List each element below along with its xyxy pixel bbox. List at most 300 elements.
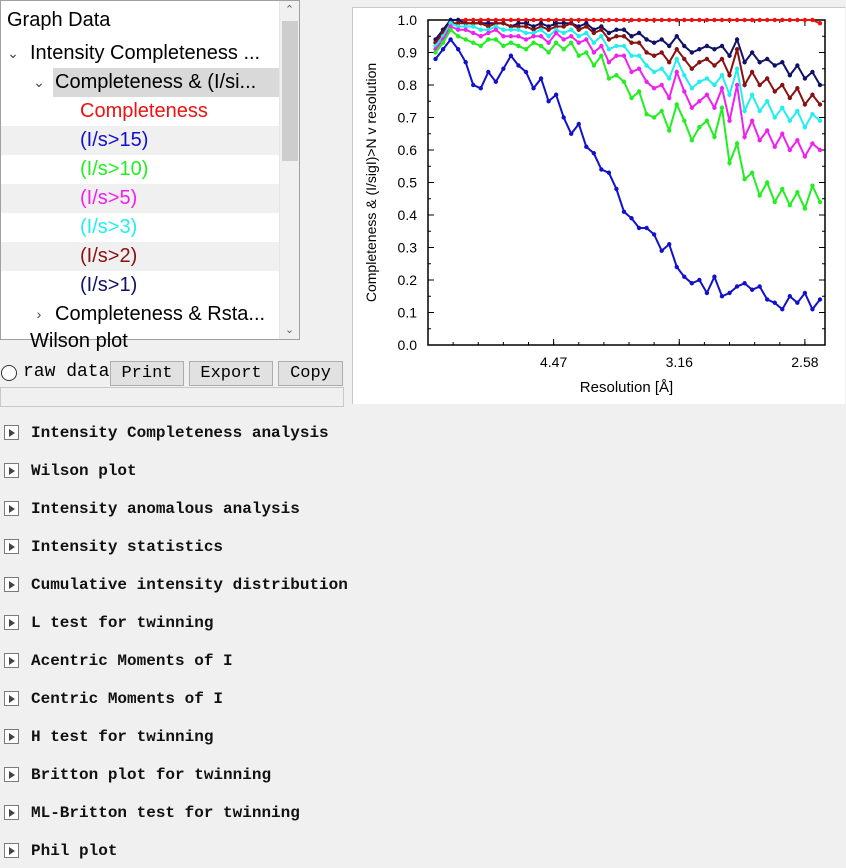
data-point	[742, 60, 746, 64]
data-point	[456, 28, 460, 32]
data-point	[471, 83, 475, 87]
raw-data-radio[interactable]	[1, 365, 17, 381]
tree-root-label[interactable]	[7, 6, 277, 35]
section-item[interactable]	[4, 459, 504, 483]
data-point	[509, 28, 513, 32]
tree-item[interactable]	[1, 184, 279, 213]
data-point	[652, 70, 656, 74]
tree-item[interactable]	[1, 155, 279, 184]
data-point	[727, 291, 731, 295]
data-point	[479, 86, 483, 90]
data-point	[584, 50, 588, 54]
data-point	[584, 37, 588, 41]
data-point	[788, 203, 792, 207]
data-point	[479, 28, 483, 32]
data-point	[795, 18, 799, 22]
tree-item[interactable]	[1, 97, 279, 126]
chevron-up-icon[interactable]: ⌃	[284, 4, 295, 16]
data-point	[524, 70, 528, 74]
data-point	[667, 76, 671, 80]
expand-arrow-icon[interactable]	[4, 501, 19, 516]
data-point	[516, 34, 520, 38]
section-item[interactable]	[4, 421, 504, 445]
section-label: H test for twinning	[31, 728, 214, 746]
y-tick-label: 0.0	[397, 337, 417, 353]
copy-button[interactable]: Copy	[278, 361, 343, 386]
data-point	[486, 31, 490, 35]
data-point	[659, 83, 663, 87]
data-point	[690, 86, 694, 90]
data-point	[705, 57, 709, 61]
data-point	[531, 41, 535, 45]
data-point	[682, 275, 686, 279]
data-point	[675, 265, 679, 269]
data-point	[697, 18, 701, 22]
data-point	[803, 102, 807, 106]
data-point	[727, 119, 731, 123]
tree-root-text: Graph Data	[7, 9, 111, 31]
data-point	[690, 67, 694, 71]
data-point	[682, 89, 686, 93]
data-point	[773, 200, 777, 204]
data-point	[599, 28, 603, 32]
data-point	[659, 249, 663, 253]
data-point	[735, 83, 739, 87]
data-point	[690, 106, 694, 110]
tree-item-label: (I/s>1)	[80, 274, 138, 296]
tree-group-wilson[interactable]	[30, 327, 279, 356]
section-item[interactable]	[4, 649, 504, 673]
y-tick-label: 1.0	[397, 12, 417, 28]
data-point	[659, 18, 663, 22]
section-label: Intensity anomalous analysis	[31, 500, 300, 518]
data-point	[697, 99, 701, 103]
data-point	[742, 83, 746, 87]
data-point	[720, 106, 724, 110]
data-point	[516, 44, 520, 48]
data-point	[818, 297, 822, 301]
data-point	[531, 86, 535, 90]
data-point	[614, 18, 618, 22]
section-item[interactable]	[4, 763, 504, 787]
tree-item[interactable]	[1, 213, 279, 242]
data-point	[501, 67, 505, 71]
data-point	[750, 288, 754, 292]
data-point	[803, 125, 807, 129]
data-point	[479, 34, 483, 38]
data-point	[788, 294, 792, 298]
data-point	[803, 291, 807, 295]
data-point	[569, 28, 573, 32]
data-point	[667, 96, 671, 100]
data-point	[629, 70, 633, 74]
chevron-down-icon[interactable]: ⌄	[33, 74, 45, 90]
data-point	[561, 24, 565, 28]
section-item[interactable]	[4, 839, 504, 863]
y-tick-label: 0.2	[397, 272, 417, 288]
data-point	[712, 63, 716, 67]
data-point	[486, 70, 490, 74]
data-point	[592, 50, 596, 54]
data-point	[682, 119, 686, 123]
data-point	[456, 47, 460, 51]
section-label: Acentric Moments of I	[31, 652, 233, 670]
data-point	[742, 135, 746, 139]
data-point	[675, 47, 679, 51]
data-point	[773, 145, 777, 149]
data-point	[607, 171, 611, 175]
data-point	[622, 44, 626, 48]
y-tick-label: 0.9	[397, 44, 417, 61]
data-point	[652, 54, 656, 58]
tree-scrollbar[interactable]	[279, 1, 299, 339]
tree-group-wilson-label: Wilson plot	[30, 330, 128, 352]
data-point	[735, 141, 739, 145]
data-point	[727, 18, 731, 22]
data-point	[433, 50, 437, 54]
section-label: Intensity Completeness analysis	[31, 424, 329, 442]
tree-group-label: Intensity Completeness ...	[30, 42, 261, 64]
data-point	[810, 70, 814, 74]
data-point	[727, 161, 731, 165]
data-point	[569, 34, 573, 38]
data-point	[577, 41, 581, 45]
status-field	[0, 387, 344, 407]
data-point	[750, 119, 754, 123]
section-label: Wilson plot	[31, 462, 137, 480]
expand-arrow-icon[interactable]	[4, 691, 19, 706]
expand-arrow-icon[interactable]	[4, 463, 19, 478]
data-point	[592, 18, 596, 22]
data-point	[750, 93, 754, 97]
data-point	[765, 99, 769, 103]
chevron-down-icon[interactable]: ⌄	[284, 324, 295, 336]
data-point	[720, 44, 724, 48]
data-point	[494, 37, 498, 41]
data-point	[810, 112, 814, 116]
data-point	[712, 47, 716, 51]
data-point	[614, 73, 618, 77]
tree-group-intensity-completeness[interactable]	[1, 39, 279, 68]
data-point	[509, 41, 513, 45]
graph-data-tree[interactable]	[0, 0, 300, 352]
y-tick-label: 0.1	[397, 304, 417, 321]
data-point	[644, 112, 648, 116]
data-point	[569, 132, 573, 136]
data-point	[773, 89, 777, 93]
section-label: Intensity statistics	[31, 538, 224, 556]
data-point	[810, 18, 814, 22]
section-label: Britton plot for twinning	[31, 766, 272, 784]
data-point	[479, 21, 483, 25]
data-point	[720, 294, 724, 298]
data-point	[667, 242, 671, 246]
data-point	[592, 41, 596, 45]
data-point	[546, 34, 550, 38]
data-point	[501, 44, 505, 48]
expand-arrow-icon[interactable]	[4, 805, 19, 820]
data-point	[494, 28, 498, 32]
data-point	[757, 193, 761, 197]
data-point	[644, 37, 648, 41]
data-point	[803, 206, 807, 210]
data-point	[607, 18, 611, 22]
data-point	[546, 28, 550, 32]
section-label: Centric Moments of I	[31, 690, 224, 708]
data-point	[735, 47, 739, 51]
section-item[interactable]	[4, 535, 504, 559]
data-point	[705, 76, 709, 80]
data-point	[659, 50, 663, 54]
data-point	[546, 50, 550, 54]
data-point	[780, 83, 784, 87]
data-point	[486, 37, 490, 41]
data-point	[735, 67, 739, 71]
data-point	[584, 24, 588, 28]
data-point	[690, 50, 694, 54]
data-point	[795, 63, 799, 67]
data-point	[629, 216, 633, 220]
data-point	[682, 73, 686, 77]
data-point	[652, 86, 656, 90]
data-point	[569, 41, 573, 45]
data-point	[795, 138, 799, 142]
section-item[interactable]	[4, 801, 504, 825]
data-point	[629, 41, 633, 45]
data-point	[501, 28, 505, 32]
data-point	[561, 37, 565, 41]
data-point	[773, 18, 777, 22]
data-point	[727, 93, 731, 97]
data-point	[652, 232, 656, 236]
data-point	[629, 96, 633, 100]
data-point	[607, 60, 611, 64]
expand-arrow-icon[interactable]	[4, 615, 19, 630]
expand-arrow-icon[interactable]	[4, 539, 19, 554]
data-point	[599, 167, 603, 171]
y-tick-label: 0.3	[397, 239, 417, 256]
data-point	[675, 57, 679, 61]
tree-item[interactable]	[1, 242, 279, 271]
data-point	[516, 28, 520, 32]
data-point	[501, 21, 505, 25]
data-point	[795, 109, 799, 113]
data-point	[750, 50, 754, 54]
data-point	[622, 54, 626, 58]
data-point	[750, 70, 754, 74]
data-point	[433, 57, 437, 61]
data-point	[577, 54, 581, 58]
data-point	[524, 47, 528, 51]
tree-item-label: Completeness	[80, 100, 208, 122]
data-point	[742, 109, 746, 113]
data-point	[584, 31, 588, 35]
series-line	[436, 40, 821, 310]
data-point	[637, 89, 641, 93]
data-point	[569, 21, 573, 25]
data-point	[682, 44, 686, 48]
expand-arrow-icon[interactable]	[4, 577, 19, 592]
data-point	[720, 86, 724, 90]
data-point	[607, 47, 611, 51]
data-point	[712, 18, 716, 22]
scrollbar-thumb[interactable]	[282, 21, 298, 161]
data-point	[788, 96, 792, 100]
tree-subgroup-rstat-label: Completeness & Rsta...	[55, 303, 266, 325]
chevron-down-icon[interactable]: ⌄	[7, 45, 19, 61]
data-point	[818, 21, 822, 25]
data-point	[667, 18, 671, 22]
data-point	[592, 151, 596, 155]
data-point	[471, 31, 475, 35]
x-axis-label: Resolution [Å]	[579, 379, 674, 396]
section-item[interactable]	[4, 687, 504, 711]
data-point	[561, 47, 565, 51]
x-tick-label: 2.58	[791, 354, 819, 370]
data-point	[810, 141, 814, 145]
data-point	[788, 119, 792, 123]
data-point	[803, 18, 807, 22]
data-point	[539, 44, 543, 48]
y-tick-label: 0.7	[397, 109, 417, 126]
chevron-right-icon[interactable]: ›	[36, 306, 42, 322]
data-point	[750, 171, 754, 175]
data-point	[561, 31, 565, 35]
data-point	[810, 93, 814, 97]
data-point	[773, 301, 777, 305]
section-item[interactable]	[4, 497, 504, 521]
data-point	[697, 47, 701, 51]
data-point	[539, 76, 543, 80]
data-point	[599, 54, 603, 58]
data-point	[750, 18, 754, 22]
data-point	[644, 63, 648, 67]
chart-panel	[352, 7, 845, 404]
expand-arrow-icon[interactable]	[4, 767, 19, 782]
data-point	[788, 18, 792, 22]
expand-arrow-icon[interactable]	[4, 843, 19, 858]
section-item[interactable]	[4, 611, 504, 635]
data-point	[546, 18, 550, 22]
data-point	[780, 60, 784, 64]
data-point	[524, 37, 528, 41]
data-point	[780, 106, 784, 110]
y-tick-label: 0.4	[397, 207, 417, 223]
data-point	[788, 73, 792, 77]
data-point	[441, 47, 445, 51]
data-point	[622, 18, 626, 22]
data-point	[735, 37, 739, 41]
data-point	[697, 60, 701, 64]
export-button[interactable]: Export	[189, 361, 273, 386]
x-tick-label: 4.47	[540, 354, 568, 370]
data-point	[471, 41, 475, 45]
data-point	[577, 18, 581, 22]
tree-subgroup-rstat[interactable]	[1, 300, 279, 329]
data-point	[539, 28, 543, 32]
data-point	[607, 37, 611, 41]
print-button[interactable]: Print	[110, 361, 184, 386]
section-item[interactable]	[4, 573, 504, 597]
data-point	[735, 18, 739, 22]
data-point	[629, 34, 633, 38]
expand-arrow-icon[interactable]	[4, 653, 19, 668]
data-point	[622, 34, 626, 38]
data-point	[592, 63, 596, 67]
data-point	[667, 60, 671, 64]
data-point	[757, 284, 761, 288]
data-point	[622, 80, 626, 84]
data-point	[818, 148, 822, 152]
data-point	[742, 177, 746, 181]
data-point	[577, 122, 581, 126]
data-point	[524, 24, 528, 28]
data-point	[765, 57, 769, 61]
data-point	[592, 31, 596, 35]
data-point	[780, 187, 784, 191]
data-point	[614, 44, 618, 48]
data-point	[463, 60, 467, 64]
section-item[interactable]	[4, 725, 504, 749]
data-point	[810, 307, 814, 311]
data-point	[539, 34, 543, 38]
data-point	[524, 31, 528, 35]
data-point	[659, 37, 663, 41]
section-label: Phil plot	[31, 842, 118, 860]
data-point	[622, 28, 626, 32]
data-point	[659, 67, 663, 71]
data-point	[705, 44, 709, 48]
data-point	[531, 34, 535, 38]
data-point	[818, 102, 822, 106]
data-point	[479, 44, 483, 48]
data-point	[614, 54, 618, 58]
data-point	[690, 281, 694, 285]
data-point	[554, 93, 558, 97]
data-point	[682, 18, 686, 22]
y-axis-label: Completeness & (I/sigI)>N v resolution	[363, 62, 379, 303]
data-point	[471, 24, 475, 28]
data-point	[599, 44, 603, 48]
data-point	[765, 76, 769, 80]
data-point	[795, 301, 799, 305]
expand-arrow-icon[interactable]	[4, 425, 19, 440]
data-point	[614, 187, 618, 191]
data-point	[637, 67, 641, 71]
tree-item[interactable]	[1, 271, 279, 300]
tree-item-label: (I/s>3)	[80, 216, 138, 238]
tree-item-label: (I/s>15)	[80, 129, 149, 151]
data-point	[644, 50, 648, 54]
data-point	[788, 148, 792, 152]
tree-item[interactable]	[1, 126, 279, 155]
data-point	[705, 18, 709, 22]
data-point	[614, 28, 618, 32]
data-point	[720, 73, 724, 77]
tree-item-label: (I/s>2)	[80, 245, 138, 267]
series-line	[436, 30, 821, 209]
expand-arrow-icon[interactable]	[4, 729, 19, 744]
data-point	[448, 37, 452, 41]
data-point	[456, 34, 460, 38]
data-point	[531, 18, 535, 22]
data-point	[675, 70, 679, 74]
tree-subgroup-completeness[interactable]	[53, 68, 279, 97]
data-point	[735, 284, 739, 288]
data-point	[757, 109, 761, 113]
data-point	[629, 18, 633, 22]
data-point	[712, 106, 716, 110]
